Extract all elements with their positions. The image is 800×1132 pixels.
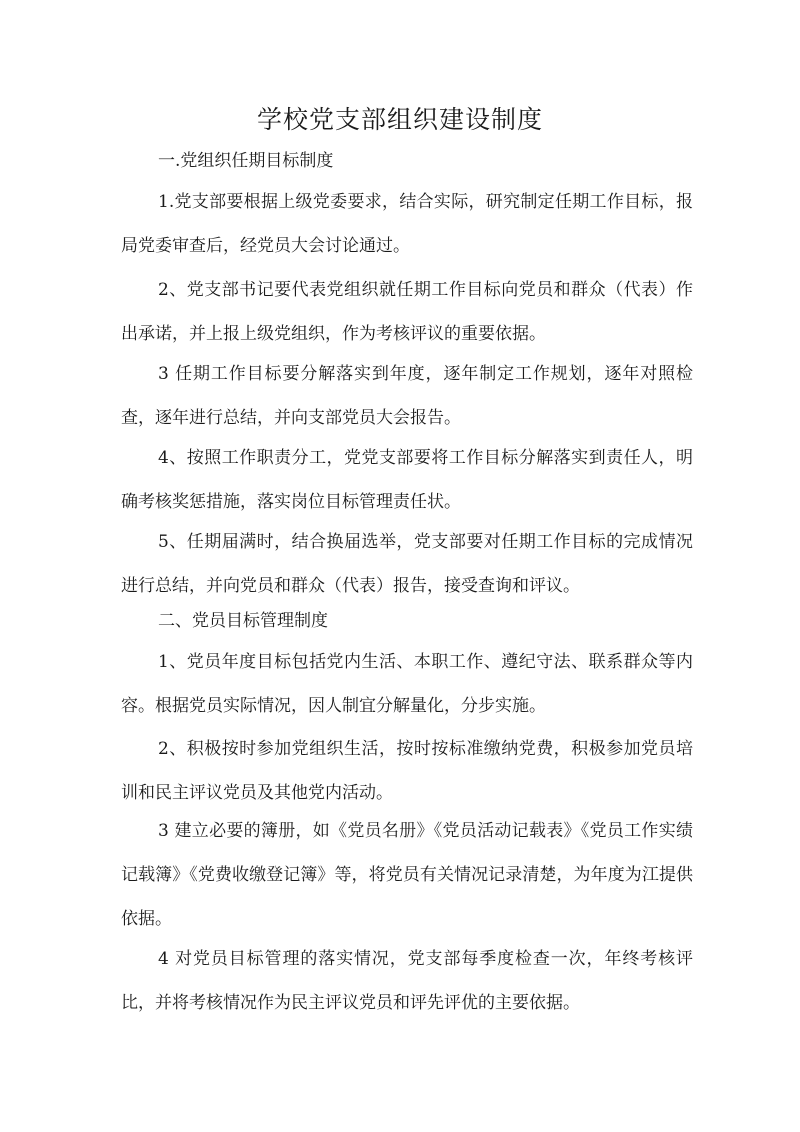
paragraph-1-1: 1.党支部要根据上级党委要求，结合实际，研究制定任期工作目标，报局党委审查后，经党员大会讨论通过。 [121,192,693,256]
section-heading-1: 一.党组织任期目标制度 [158,151,334,171]
paragraph-1-3: 3 任期工作目标要分解落实到年度，逐年制定工作规划，逐年对照检查，逐年进行总结，并向支部党员大会报告。 [121,364,693,428]
paragraph-2-3: 3 建立必要的簿册，如《党员名册》《党员活动记载表》《党员工作实绩记载簿》《党费收缴登记簿》等，将党员有关情况记录清楚，为年度为江提供依据。 [121,821,693,929]
paragraph-1-4: 4、按照工作职责分工，党党支部要将工作目标分解落实到责任人，明确考核奖惩措施，落实岗位目标管理责任状。 [121,448,693,512]
paragraph-1-2: 2、党支部书记要代表党组织就任期工作目标向党员和群众（代表）作出承诺，并上报上级党组织，作为考核评议的重要依据。 [121,280,693,344]
paragraph-2-1: 1、党员年度目标包括党内生活、本职工作、遵纪守法、联系群众等内容。根据党员实际情况，因人制宜分解量化，分步实施。 [121,652,693,716]
section-heading-2: 二、党员目标管理制度 [158,611,328,631]
paragraph-2-2: 2、积极按时参加党组织生活，按时按标准缴纳党费，积极参加党员培训和民主评议党员及其他党内活动。 [121,739,693,803]
paragraph-1-5: 5、任期届满时，结合换届选举，党支部要对任期工作目标的完成情况进行总结，并向党员和群众（代表）报告，接受查询和评议。 [121,532,693,596]
document-title: 学校党支部组织建设制度 [256,105,543,134]
paragraph-2-4: 4 对党员目标管理的落实情况，党支部每季度检查一次，年终考核评比，并将考核情况作为民主评议党员和评先评优的主要依据。 [121,949,693,1013]
